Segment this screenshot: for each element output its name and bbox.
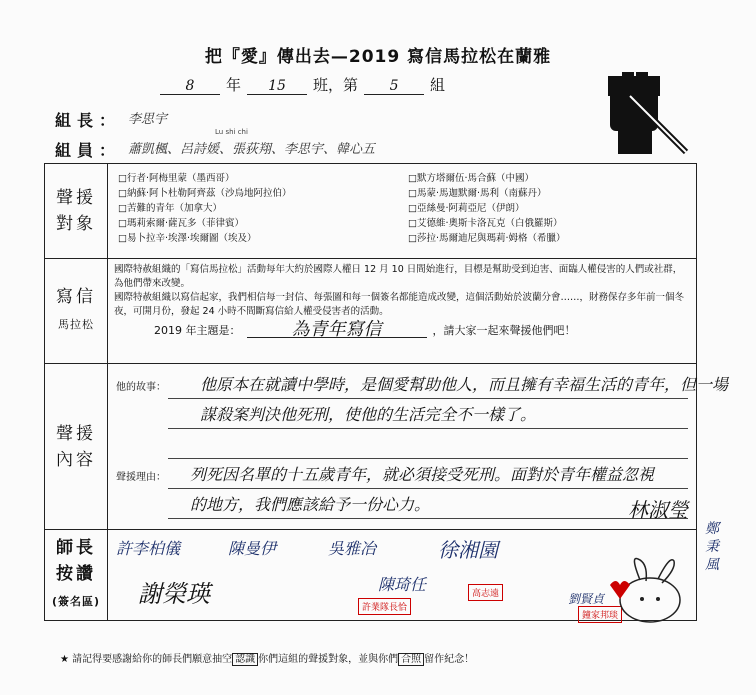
writing-label-main: 寫信 xyxy=(56,287,96,307)
target-option[interactable]: □艾德維‧奧斯卡洛瓦克（白俄羅斯） xyxy=(408,218,563,229)
footer-note xyxy=(60,650,474,665)
teacher-signature: 林淑瑩 xyxy=(628,498,688,522)
group-word: 組 xyxy=(430,76,446,94)
target-option[interactable]: □亞絲曼‧阿莉亞尼（伊朗） xyxy=(408,203,525,214)
name-stamp: 高志遠 xyxy=(468,584,503,601)
reason-text: 列死因名單的十五歲青年，就必須接受死刑。面對於青年權益忽視的地方，我們應該給予一份心力。 xyxy=(190,465,655,514)
writing-para-1: 國際特赦組織的「寫信馬拉松」活動每年大約於國際人權日 12 月 10 日間始進行，目標是幫助受到迫害、面臨人權侵害的人們或社群，為他們帶來改變。 xyxy=(114,264,683,289)
target-option[interactable]: □行者‧阿梅里蒙（墨西哥） xyxy=(118,173,235,184)
story-line-3 xyxy=(168,458,688,459)
signature: 陳曼伊 xyxy=(228,539,277,558)
signature: 徐湘園 xyxy=(438,538,498,562)
bunny-doodle-icon xyxy=(600,555,695,625)
targets-label: 聲援 對象 xyxy=(45,164,108,259)
footer-text-pre: 請記得要感謝給你的師長們願意抽空 xyxy=(72,654,233,665)
signature: 吳雅冶 xyxy=(328,539,377,558)
target-option[interactable]: □瑪莉索爾‧薩瓦多（菲律賓） xyxy=(118,218,244,229)
theme-suffix: ，請大家一起來聲援他們吧！ xyxy=(432,323,576,337)
sig-label-2: 按讚 xyxy=(56,564,96,584)
class-info-line xyxy=(160,74,580,95)
theme-line xyxy=(114,319,690,340)
class-number: 15 xyxy=(247,78,307,95)
story-text: 他原本在就讀中學時，是個愛幫助他人，而且擁有幸福生活的青年，但一場謀殺案判決他死刑，使他的生活完全不一樣了。 xyxy=(200,375,729,424)
footer-boxed-2: 合照 xyxy=(398,653,424,666)
writing-para-2: 國際特赦組織以寫信起家，我們相信每一封信、每張圖和每一個簽名都能造成改變，這個活動始於波蘭分會……，財務保存多年前一個冬夜，可開月份，發起 24 小時不間斷寫信給人權受侵害者的活動。 xyxy=(114,292,685,317)
signature-label xyxy=(45,530,108,621)
target-option[interactable]: □納蘇‧阿卜杜勒阿齊茲（沙烏地阿拉伯） xyxy=(118,188,292,199)
leader-label: 組長： xyxy=(55,111,122,130)
theme-prefix: 2019 年主題是： xyxy=(154,323,241,337)
sig-label-1: 師長 xyxy=(56,538,96,558)
grade-number: 8 xyxy=(160,78,220,95)
name-stamp: 鐘家邦琰 xyxy=(578,606,622,623)
writing-cell xyxy=(108,259,697,364)
story-label: 他的故事： xyxy=(116,382,166,393)
signature: 謝榮瑛 xyxy=(138,580,210,608)
targets-cell xyxy=(108,164,697,259)
content-cell xyxy=(108,364,729,530)
star-icon: ★ xyxy=(60,654,69,665)
signature: 許李柏儀 xyxy=(116,539,181,558)
group-number: 5 xyxy=(364,78,424,95)
grade-word: 年 xyxy=(226,76,242,94)
targets-right-list xyxy=(408,170,566,245)
name-stamp: 許業隊長恰 xyxy=(358,598,411,615)
footer-text-post: 留作紀念！ xyxy=(424,654,475,665)
members-label: 組員： xyxy=(55,141,122,160)
signature: 劉賢貞 xyxy=(568,592,605,606)
writing-label-sub: 馬拉松 xyxy=(58,318,94,331)
footer-boxed-1: 認識 xyxy=(232,653,258,666)
leader-name: 李思宇 xyxy=(128,112,168,127)
targets-left-list xyxy=(118,170,292,245)
side-author-signature: 鄭秉風 xyxy=(705,521,719,573)
footer-text-mid: 你們這組的聲援對象，並與你們 xyxy=(258,654,399,665)
member-names: 蕭凱楓、呂詩媛、張荻翔、李思宇、韓心五 xyxy=(128,142,376,157)
member-note: Lu shi chi xyxy=(215,128,248,136)
signature: 陳琦任 xyxy=(378,575,427,594)
target-option[interactable]: □默方塔爾伍‧馬合蘇（中國） xyxy=(408,173,534,184)
target-option[interactable]: □易卜拉辛‧埃澤‧埃爾圖（埃及） xyxy=(118,233,257,244)
sig-label-sub: (簽名區) xyxy=(51,595,101,608)
target-option[interactable]: □莎拉‧馬爾迪尼與瑪莉‧姆格（希臘） xyxy=(408,233,566,244)
theme-value: 為青年寫信 xyxy=(247,323,427,338)
class-word: 班，第 xyxy=(313,76,359,94)
raised-fist-pen-icon xyxy=(590,66,690,156)
reason-label: 聲援理由： xyxy=(116,472,166,483)
page-title: 把『愛』傳出去—2019 寫信馬拉松在蘭雅 xyxy=(204,47,552,67)
target-option-selected[interactable]: □馬蒙‧馬迦默爾‧馬利（南蘇丹） xyxy=(408,188,547,199)
content-label: 聲援 內容 xyxy=(45,364,108,530)
writing-label xyxy=(45,259,108,364)
target-option[interactable]: □苦難的青年（加拿大） xyxy=(118,203,222,214)
